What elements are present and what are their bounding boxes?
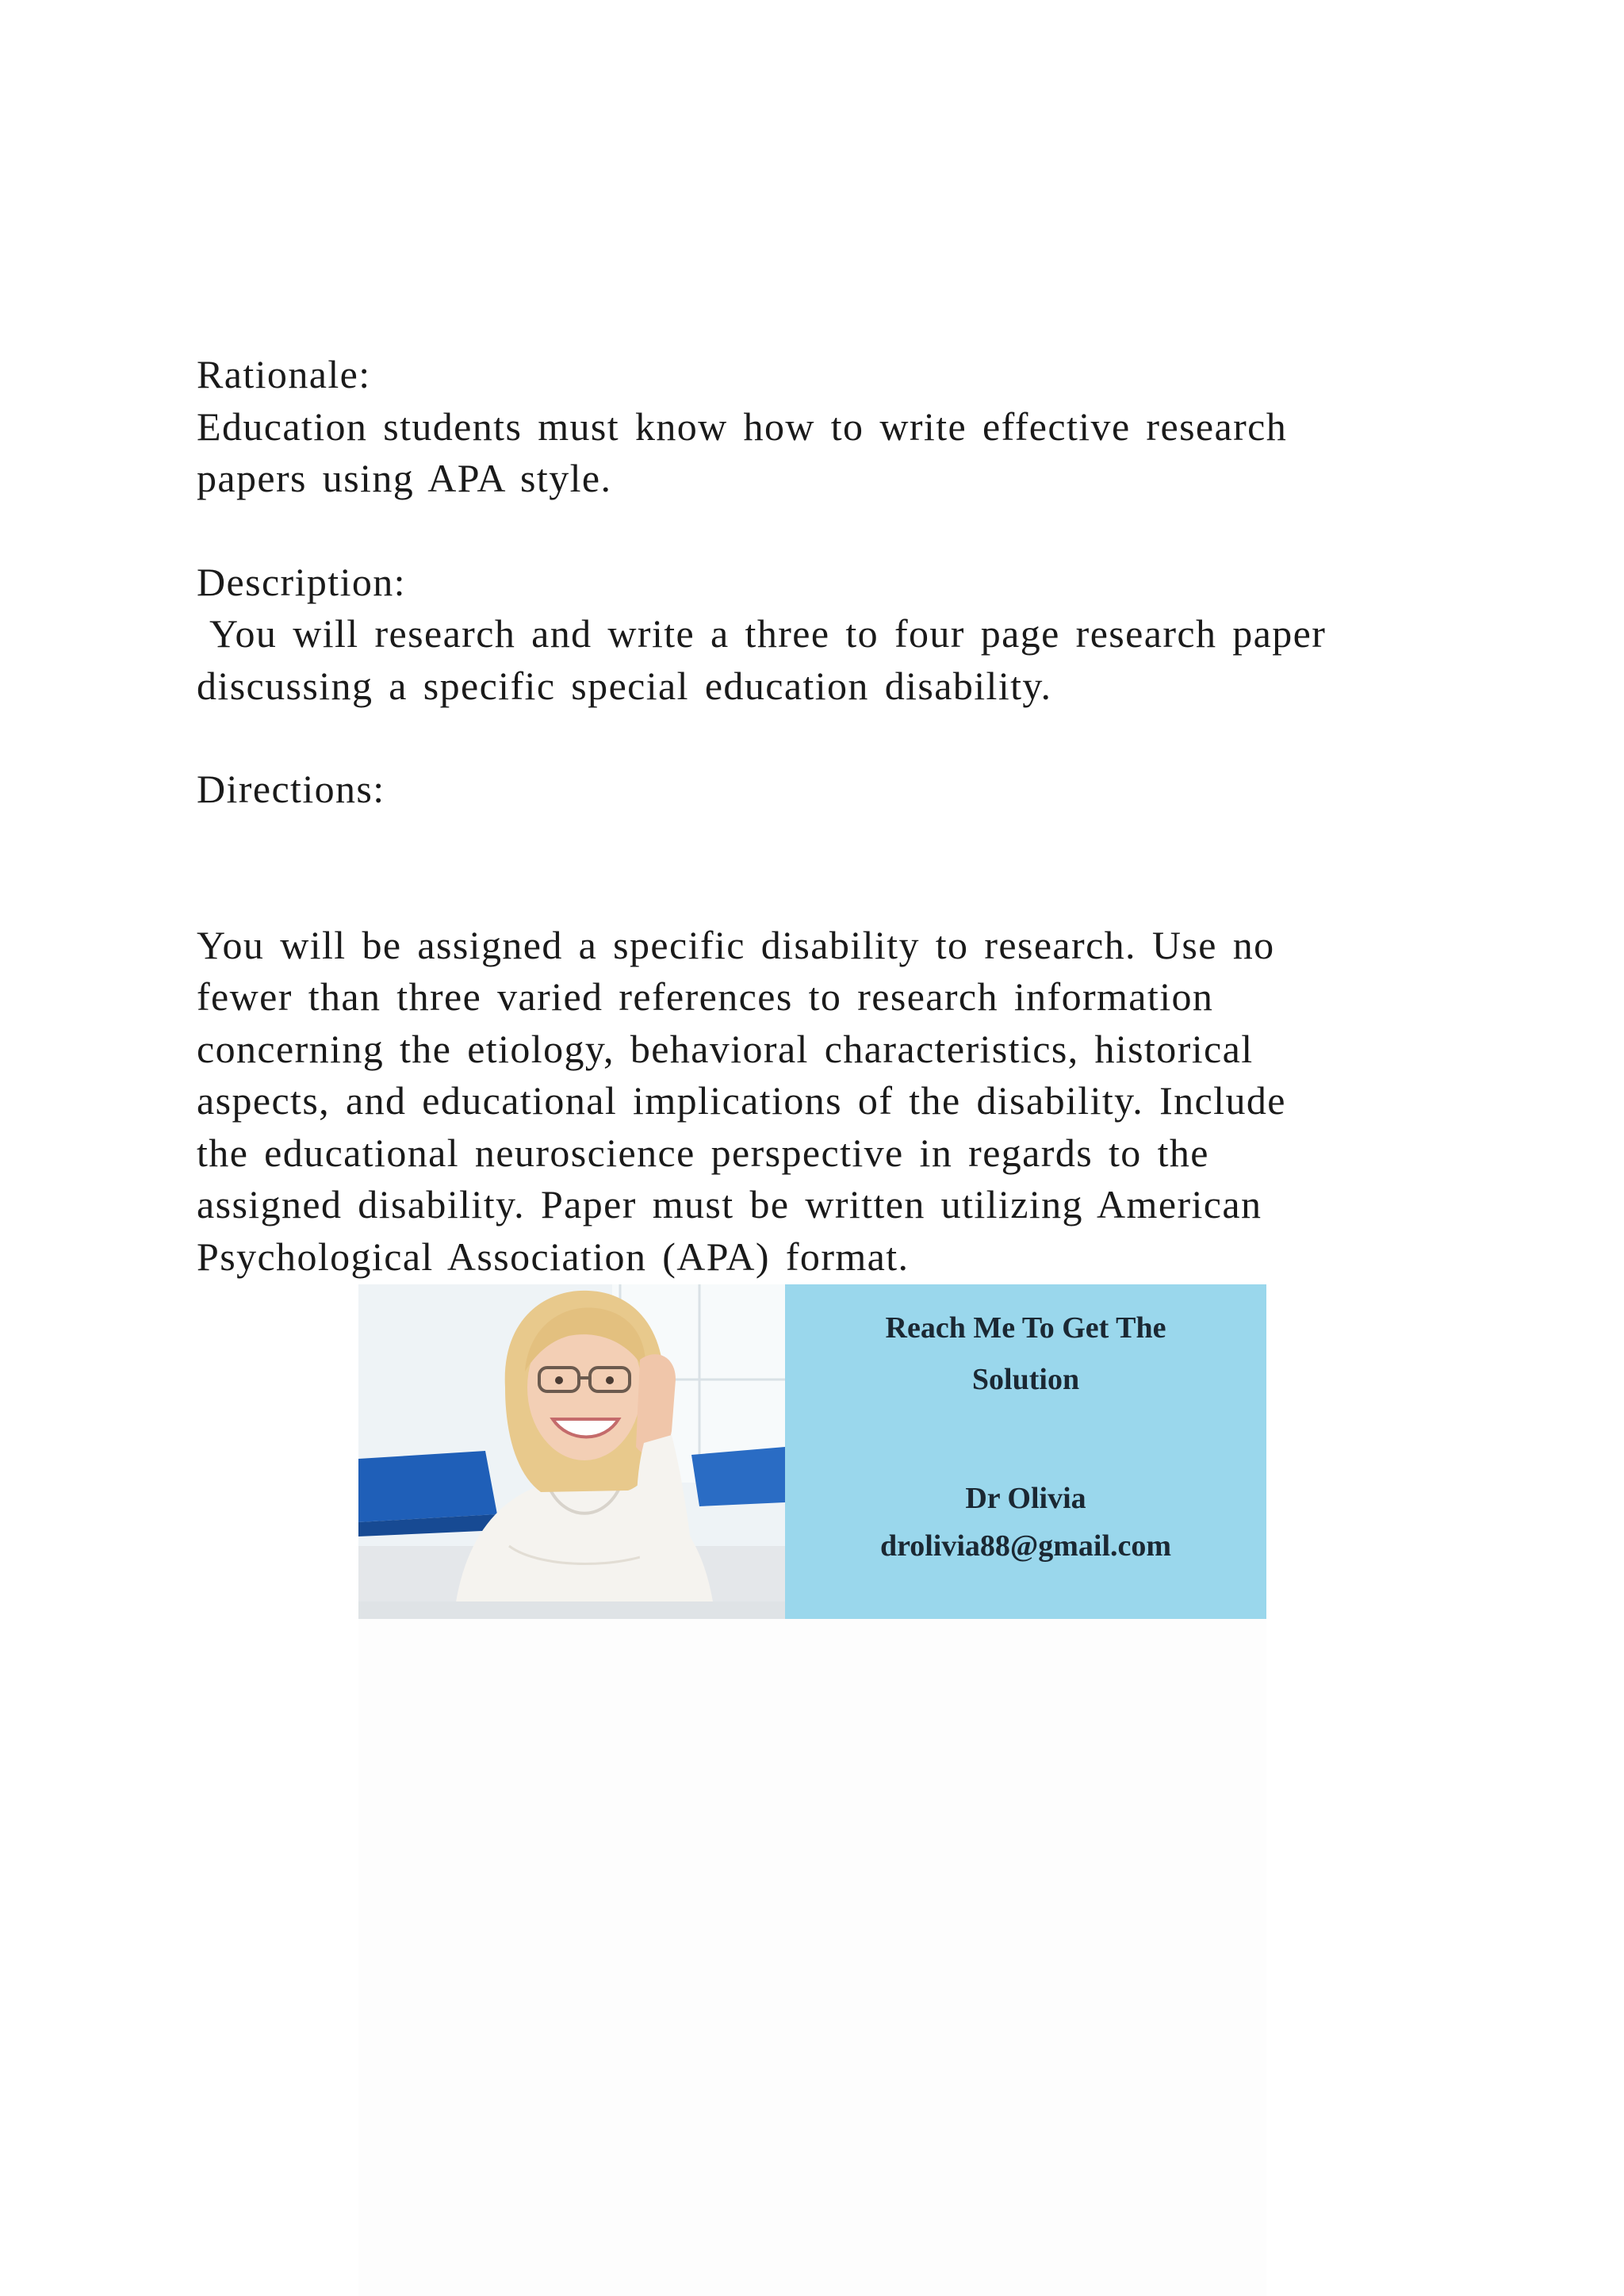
directions-line: concerning the etiology, behavioral characteristics, historical <box>197 1026 1254 1071</box>
contact-info-panel <box>785 1284 1266 1619</box>
contact-banner <box>358 1284 1266 1619</box>
description-line: discussing a specific special education disability. <box>197 663 1052 708</box>
contact-email: drolivia88@gmail.com <box>879 1529 1172 1563</box>
rationale-line: Education students must know how to write effective research <box>197 404 1288 449</box>
banner-cta-line: Solution <box>971 1363 1080 1396</box>
description-line: You will research and write a three to four page research paper <box>209 611 1327 656</box>
woman-photo <box>358 1284 785 1619</box>
directions-line: the educational neuroscience perspective in regards to the <box>197 1130 1209 1175</box>
directions-line: assigned disability. Paper must be written utilizing American <box>197 1182 1262 1226</box>
woman-illustration-icon <box>358 1284 785 1619</box>
spacer <box>197 505 1434 557</box>
contact-name: Dr Olivia <box>965 1482 1086 1515</box>
directions-line: You will be assigned a specific disability to research. Use no <box>197 922 1275 967</box>
rationale-line: papers using APA style. <box>197 456 612 500</box>
directions-heading: Directions: <box>197 767 385 811</box>
spacer <box>197 816 1434 920</box>
spacer <box>197 712 1434 763</box>
directions-line: aspects, and educational implications of the disability. Include <box>197 1078 1286 1123</box>
description-heading: Description: <box>197 559 406 604</box>
banner-cta-line: Reach Me To Get The <box>885 1311 1166 1345</box>
rationale-heading: Rationale: <box>197 352 371 396</box>
directions-line: Psychological Association (APA) format. <box>197 1234 910 1279</box>
directions-line: fewer than three varied references to research information <box>197 974 1214 1019</box>
faint-background-band <box>358 1617 1266 2296</box>
document-body <box>197 349 1434 1283</box>
